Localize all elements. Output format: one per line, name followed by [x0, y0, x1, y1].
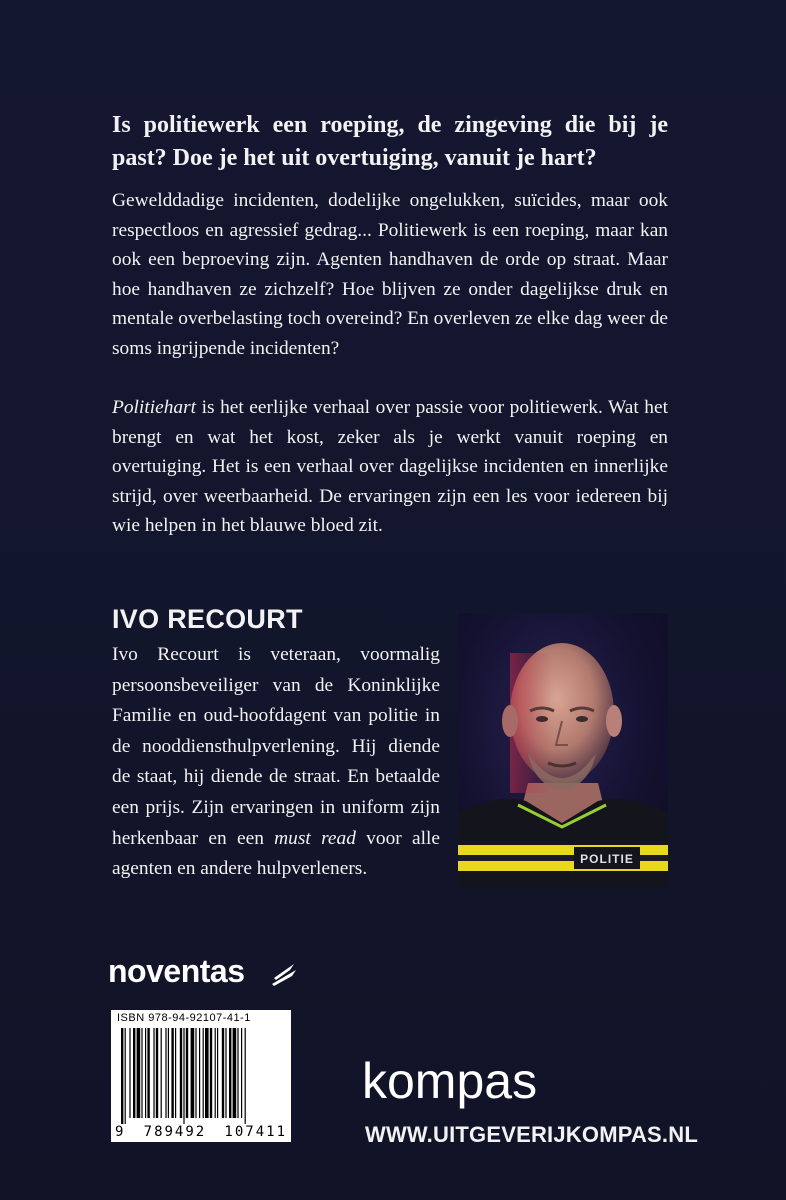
barcode-bar: [205, 1028, 209, 1118]
barcode-bar: [203, 1028, 204, 1118]
barcode-bar: [133, 1028, 135, 1118]
barcode-digit-right: 107411: [224, 1124, 287, 1140]
barcode: [111, 1010, 291, 1142]
barcode-bar: [175, 1028, 176, 1118]
barcode-bar: [183, 1028, 184, 1124]
barcode-bar: [186, 1028, 188, 1118]
barcode-bar: [137, 1028, 141, 1118]
noventas-logo-text: noventas: [108, 954, 245, 989]
barcode-bar: [233, 1028, 237, 1118]
barcode-digit-lead: 9: [115, 1124, 126, 1140]
book-title-italic: Politiehart: [112, 397, 197, 418]
barcode-bar: [171, 1028, 173, 1118]
barcode-digits: [115, 1124, 287, 1140]
barcode-bar: [141, 1028, 142, 1118]
uniform-text: POLITIE: [580, 852, 634, 866]
barcode-bar: [210, 1028, 212, 1118]
blurb-paragraph-1: Gewelddadige incidenten, dodelijke ongelukken, suïcides, maar ook respectloos en agressief gedrag... Politiewerk is een roeping, maar kan ook een beproeving zijn. Agenten handhaven de orde op straat. Maar hoe handhaven ze zichzelf? Hoe blijven ze onder dagelijkse druk en mentale overbelasting toch overeind? En overleven ze elke dag weer de soms ingrijpende incidenten?: [112, 190, 668, 359]
tagline: Is politiewerk een roeping, de zingeving die bij je past? Doe je het uit overtuiging, vanuit je hart?: [112, 112, 668, 171]
author-bio-text-2: voor alle agenten en andere hulpverleners.: [112, 827, 440, 880]
barcode-bar: [165, 1028, 166, 1118]
barcode-bar: [245, 1028, 246, 1124]
noventas-logo: [108, 954, 298, 995]
barcode-bar: [156, 1028, 158, 1118]
barcode-bar: [199, 1028, 200, 1118]
kompas-logo-text: kompas: [362, 1058, 538, 1109]
barcode-bar: [237, 1028, 238, 1118]
author-bio-italic: must read: [274, 827, 356, 849]
barcode-bar: [225, 1028, 226, 1118]
author-bio: [112, 640, 440, 885]
barcode-bar: [125, 1028, 126, 1124]
barcode-bar: [147, 1028, 149, 1118]
publisher-website: WWW.UITGEVERIJKOMPAS.NL: [365, 1122, 698, 1147]
author-bio-text-1: Ivo Recourt is veteraan, voormalig persoonsbeveiliger van de Koninklijke Familie en oud-hoofdagent van politie in de nooddiensthulpverlening. Hij diende de staat, hij diende de straat. En betaalde een prijs. Zijn ervaringen in uniform zijn herkenbaar en een: [112, 644, 440, 849]
barcode-bar: [161, 1028, 162, 1118]
blurb-paragraph-2-text: is het eerlijke verhaal over passie voor politiewerk. Wat het brengt en wat het kost, zeker als je werkt vanuit roeping en overtuiging. Het is een verhaal over dagelijkse incidenten en innerlijke strijd, over weerbaarheid. De ervaringen zijn een les voor iedereen bij wie helpen in het blauwe bloed zit.: [112, 397, 668, 537]
barcode-bar: [241, 1028, 242, 1118]
barcode-bars: [117, 1028, 285, 1124]
barcode-bar: [129, 1028, 130, 1118]
barcode-bar: [229, 1028, 231, 1118]
barcode-bar: [168, 1028, 169, 1118]
author-photo: [458, 613, 668, 887]
barcode-digit-left: 789492: [143, 1124, 207, 1140]
barcode-bar: [222, 1028, 224, 1118]
isbn-label: ISBN 978-94-92107-41-1: [117, 1012, 251, 1024]
author-name: IVO RECOURT: [112, 604, 303, 634]
barcode-bar: [191, 1028, 195, 1118]
barcode-bar: [217, 1028, 218, 1118]
barcode-bar: [121, 1028, 123, 1124]
barcode-bar: [195, 1028, 196, 1118]
barcode-bar: [145, 1028, 146, 1118]
barcode-bar: [153, 1028, 154, 1118]
kompas-logo: [362, 1058, 562, 1119]
barcode-bar: [215, 1028, 216, 1118]
barcode-bar: [180, 1028, 182, 1118]
blurb-paragraph-2: [112, 393, 668, 541]
